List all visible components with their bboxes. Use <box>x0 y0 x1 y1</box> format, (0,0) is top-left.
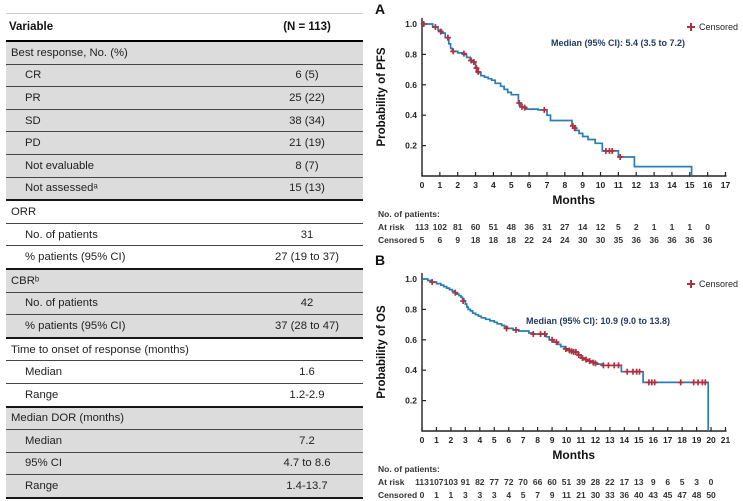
table-row <box>6 475 363 499</box>
y-tick-label: 1.0 <box>405 274 417 284</box>
at-risk-value: 47 <box>677 490 687 500</box>
row-value: 6 (5) <box>295 69 319 82</box>
at-risk-value: 5 <box>520 490 526 500</box>
at-risk-value: 3 <box>491 490 497 500</box>
table-row <box>6 155 363 178</box>
row-label: Best response, No. (%) <box>11 46 128 59</box>
at-risk-value: 77 <box>489 477 499 487</box>
at-risk-header: No. of patients: <box>378 464 440 474</box>
at-risk-value: 51 <box>561 477 572 487</box>
x-tick-label: 6 <box>506 435 512 445</box>
at-risk-value: 40 <box>634 490 644 500</box>
at-risk-header: No. of patients: <box>378 209 440 219</box>
at-risk-value: 22 <box>605 477 615 487</box>
at-risk-value: 30 <box>595 235 606 245</box>
at-risk-value: 5 <box>419 235 425 245</box>
y-tick-label: 0.6 <box>405 334 417 345</box>
y-axis-title: Probability of OS <box>376 305 388 399</box>
x-tick-label: 6 <box>526 180 532 190</box>
at-risk-value: 36 <box>649 235 659 245</box>
at-risk-value: 36 <box>667 235 677 245</box>
at-risk-value: 6 <box>437 235 443 245</box>
at-risk-value: 33 <box>605 490 615 500</box>
panel-os <box>371 251 743 501</box>
at-risk-value: 3 <box>462 490 468 500</box>
at-risk-value: 1 <box>651 222 657 232</box>
table-row <box>6 315 363 339</box>
x-tick-label: 4 <box>477 435 483 445</box>
row-value: 25 (22) <box>289 91 325 104</box>
table-row <box>6 201 363 224</box>
at-risk-row-label: At risk <box>378 477 405 487</box>
x-tick-label: 12 <box>631 180 641 190</box>
x-tick-label: 18 <box>677 435 687 445</box>
row-value: 7.2 <box>299 434 315 447</box>
table-row <box>6 65 363 88</box>
at-risk-value: 31 <box>542 222 552 232</box>
row-label: % patients (95% CI) <box>25 319 126 332</box>
at-risk-value: 5 <box>679 477 685 487</box>
row-value: 15 (13) <box>289 182 325 195</box>
table-row <box>6 270 363 293</box>
y-tick-label: 1.0 <box>405 19 417 29</box>
y-tick-label: 0.4 <box>405 365 417 376</box>
at-risk-value: 51 <box>488 222 499 232</box>
y-tick-label: 0.2 <box>405 140 417 151</box>
table-row <box>6 224 363 247</box>
table-row <box>6 361 363 384</box>
row-value: 4.7 to 8.6 <box>283 457 331 470</box>
at-risk-value: 113 <box>415 477 429 487</box>
at-risk-value: 7 <box>535 490 540 500</box>
x-tick-label: 11 <box>576 435 586 445</box>
at-risk-value: 50 <box>706 490 716 500</box>
row-label: PD <box>25 137 41 150</box>
x-tick-label: 3 <box>473 180 478 190</box>
at-risk-value: 13 <box>634 477 644 487</box>
os-km-chart <box>371 251 743 501</box>
x-tick-label: 10 <box>561 435 572 445</box>
at-risk-row-label: Censored <box>378 235 418 245</box>
x-tick-label: 8 <box>562 180 568 190</box>
at-risk-value: 39 <box>576 477 586 487</box>
at-risk-value: 72 <box>503 477 514 487</box>
table-header-n: (N = 113) <box>283 21 331 33</box>
row-label: SD <box>25 114 41 127</box>
table-row <box>6 293 363 316</box>
table-header-row <box>6 13 363 42</box>
x-tick-label: 16 <box>648 435 658 445</box>
panel-pfs <box>371 0 743 250</box>
at-risk-value: 48 <box>691 490 702 500</box>
table-row <box>6 132 363 155</box>
at-risk-value: 36 <box>631 235 641 245</box>
at-risk-value: 28 <box>590 477 601 487</box>
x-tick-label: 17 <box>662 435 673 445</box>
table-row <box>6 430 363 453</box>
pfs-km-chart <box>371 0 743 250</box>
at-risk-value: 103 <box>443 477 458 487</box>
at-risk-value: 5 <box>616 222 621 232</box>
at-risk-value: 36 <box>619 490 630 500</box>
table-row <box>6 42 363 65</box>
at-risk-value: 30 <box>590 490 601 500</box>
table-header-variable: Variable <box>9 21 54 33</box>
at-risk-value: 18 <box>506 235 516 245</box>
row-label: Time to onset of response (months) <box>11 343 189 356</box>
at-risk-value: 91 <box>460 477 471 487</box>
row-label: PR <box>25 91 41 104</box>
y-tick-label: 0.6 <box>405 79 417 90</box>
x-tick-label: 15 <box>634 435 644 445</box>
at-risk-value: 18 <box>470 235 481 245</box>
x-tick-label: 13 <box>605 435 615 445</box>
x-tick-label: 0 <box>419 435 425 445</box>
at-risk-value: 43 <box>648 490 658 500</box>
x-tick-label: 12 <box>590 435 601 445</box>
at-risk-value: 81 <box>452 222 463 232</box>
table-row <box>6 453 363 476</box>
median-annotation: Median (95% CI): 10.9 (9.0 to 13.8) <box>525 316 671 326</box>
table-row <box>6 87 363 110</box>
x-tick-label: 1 <box>434 435 439 445</box>
at-risk-value: 36 <box>702 235 713 245</box>
panel-a-label: A <box>375 1 386 17</box>
at-risk-value: 1 <box>434 490 439 500</box>
at-risk-value: 30 <box>577 235 588 245</box>
table-row <box>6 178 363 202</box>
at-risk-value: 35 <box>613 235 624 245</box>
row-label: Not evaluable <box>25 159 95 172</box>
at-risk-value: 0 <box>708 477 714 487</box>
at-risk-value: 0 <box>419 490 425 500</box>
x-tick-label: 14 <box>667 180 677 190</box>
at-risk-value: 14 <box>577 222 588 232</box>
x-tick-label: 3 <box>462 435 468 445</box>
y-tick-label: 0.2 <box>405 395 417 406</box>
y-axis-title: Probability of PFS <box>376 47 388 147</box>
at-risk-row-label: At risk <box>378 222 405 232</box>
x-tick-label: 5 <box>508 180 514 190</box>
at-risk-value: 60 <box>470 222 481 232</box>
table-row <box>6 339 363 362</box>
results-table-body <box>6 42 363 499</box>
row-label: Range <box>25 480 59 493</box>
row-value: 1.6 <box>299 366 315 379</box>
at-risk-value: 113 <box>415 222 429 232</box>
x-tick-label: 0 <box>419 180 425 190</box>
at-risk-value: 9 <box>455 235 461 245</box>
row-label: Range <box>25 388 59 401</box>
x-tick-label: 19 <box>691 435 702 445</box>
at-risk-value: 18 <box>488 235 499 245</box>
x-tick-label: 5 <box>491 435 497 445</box>
row-value: 8 (7) <box>295 159 319 172</box>
at-risk-value: 1 <box>669 222 675 232</box>
row-label: % patients (95% CI) <box>25 251 126 264</box>
row-label: No. of patients <box>25 297 98 310</box>
x-tick-label: 15 <box>685 180 695 190</box>
x-tick-label: 7 <box>520 435 526 445</box>
x-axis-title: Months <box>552 448 596 462</box>
row-value: 21 (19) <box>289 137 325 150</box>
row-label: Median <box>25 434 63 447</box>
x-tick-label: 2 <box>455 180 461 190</box>
results-table <box>6 13 363 499</box>
at-risk-value: 22 <box>524 235 534 245</box>
at-risk-value: 6 <box>665 477 671 487</box>
at-risk-value: 12 <box>595 222 606 232</box>
row-label: No. of patients <box>25 228 98 241</box>
at-risk-value: 36 <box>685 235 695 245</box>
table-row <box>6 384 363 408</box>
at-risk-value: 17 <box>619 477 630 487</box>
at-risk-value: 4 <box>506 490 512 500</box>
at-risk-value: 60 <box>547 477 557 487</box>
row-label: 95% CI <box>25 457 63 470</box>
x-tick-label: 4 <box>491 180 496 190</box>
y-tick-label: 0.8 <box>405 304 417 315</box>
table-row <box>6 110 363 133</box>
at-risk-value: 66 <box>532 477 543 487</box>
median-annotation: Median (95% CI): 5.4 (3.5 to 7.2) <box>550 38 686 48</box>
at-risk-value: 48 <box>506 222 516 232</box>
row-value: 37 (28 to 47) <box>274 319 340 332</box>
x-tick-label: 7 <box>544 180 550 190</box>
at-risk-value: 82 <box>475 477 485 487</box>
x-tick-label: 10 <box>595 180 606 190</box>
at-risk-value: 2 <box>633 222 639 232</box>
y-tick-label: 0.4 <box>405 110 417 121</box>
x-tick-label: 21 <box>720 435 731 445</box>
table-row <box>6 246 363 270</box>
at-risk-value: 3 <box>694 477 699 487</box>
x-tick-label: 9 <box>549 435 555 445</box>
at-risk-value: 70 <box>518 477 528 487</box>
at-risk-value: 27 <box>560 222 570 232</box>
censored-legend-label: Censored <box>699 279 739 289</box>
at-risk-value: 21 <box>576 490 586 500</box>
x-tick-label: 13 <box>649 180 659 190</box>
x-tick-label: 20 <box>706 435 716 445</box>
x-axis-title: Months <box>552 193 596 207</box>
x-tick-label: 16 <box>702 180 713 190</box>
x-tick-label: 17 <box>720 180 731 190</box>
censored-legend-label: Censored <box>699 22 739 32</box>
x-tick-label: 2 <box>448 435 454 445</box>
at-risk-row-label: Censored <box>378 490 418 500</box>
at-risk-value: 9 <box>549 490 555 500</box>
at-risk-value: 1 <box>448 490 454 500</box>
y-tick-label: 0.8 <box>405 49 417 60</box>
at-risk-value: 9 <box>650 477 656 487</box>
km-charts <box>371 0 743 501</box>
row-label: Median DOR (months) <box>11 412 125 425</box>
at-risk-value: 107 <box>429 477 444 487</box>
at-risk-value: 36 <box>524 222 534 232</box>
row-value: 38 (34) <box>289 114 325 127</box>
at-risk-value: 0 <box>705 222 711 232</box>
row-value: 27 (19 to 37) <box>274 251 340 264</box>
row-value: 42 <box>300 297 314 310</box>
x-tick-label: 9 <box>580 180 586 190</box>
at-risk-value: 11 <box>562 490 572 500</box>
row-label: CR <box>25 69 42 82</box>
table-row <box>6 408 363 431</box>
x-tick-label: 1 <box>437 180 443 190</box>
row-label: Not assessedᵃ <box>25 182 98 195</box>
x-tick-label: 14 <box>619 435 630 445</box>
panel-b-label: B <box>375 252 386 268</box>
row-value: 1.2-2.9 <box>289 388 325 401</box>
at-risk-value: 102 <box>432 222 447 232</box>
x-tick-label: 11 <box>613 180 623 190</box>
row-label: CBRᵇ <box>11 274 40 287</box>
at-risk-value: 45 <box>662 490 673 500</box>
at-risk-value: 1 <box>687 222 693 232</box>
row-value: 31 <box>300 228 314 241</box>
x-tick-label: 8 <box>535 435 540 445</box>
row-label: ORR <box>11 205 37 218</box>
at-risk-value: 24 <box>542 235 552 245</box>
at-risk-value: 24 <box>560 235 570 245</box>
at-risk-value: 3 <box>477 490 483 500</box>
row-label: Median <box>25 366 63 379</box>
row-value: 1.4-13.7 <box>286 480 328 493</box>
